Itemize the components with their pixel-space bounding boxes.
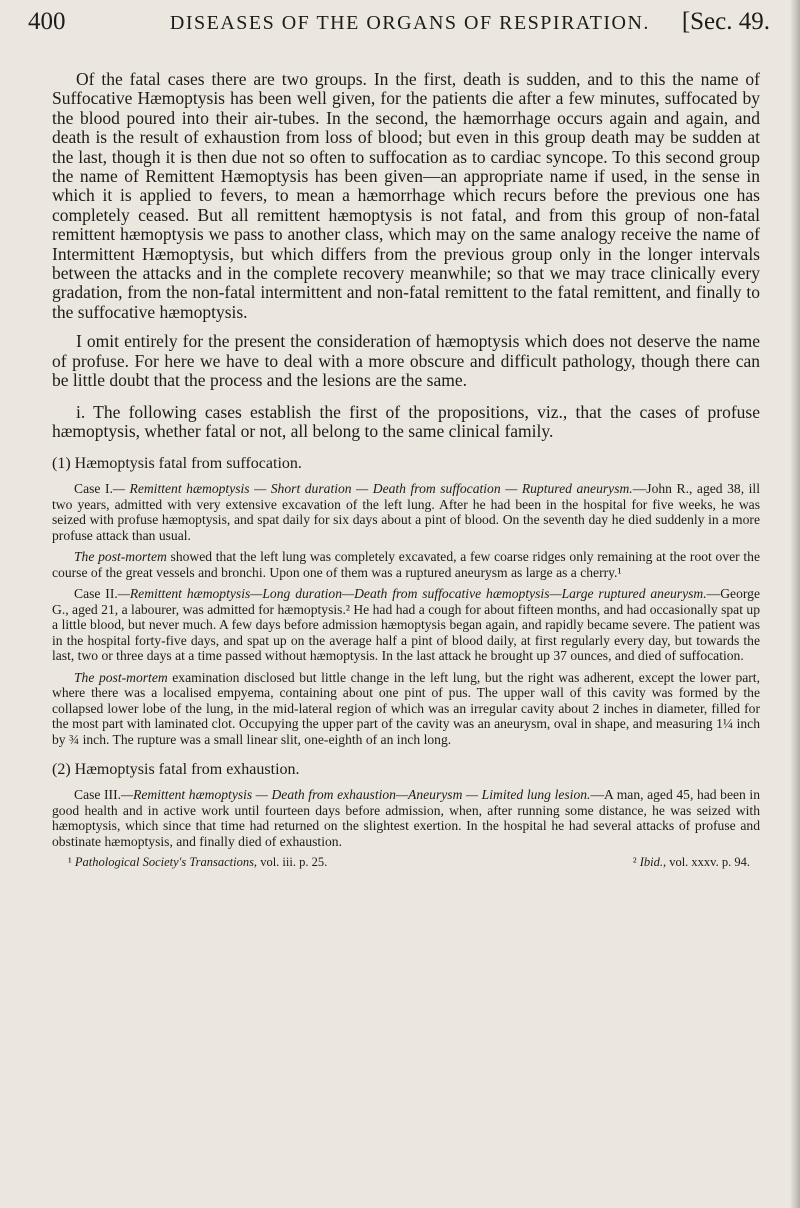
section-heading-suffocation: (1) Hæmoptysis fatal from suffocation.	[52, 455, 302, 473]
page-header	[28, 8, 770, 48]
case-1-title: — Remittent hæmoptysis — Short duration — Death from suffocation — Ruptured aneurysm.	[112, 481, 633, 497]
case-1-label: Case I.	[74, 481, 113, 497]
footnote-2-ref: vol. xxxv. p. 94.	[666, 855, 750, 870]
footnote-1-mark: ¹	[68, 855, 72, 870]
case-1-pm-term: The post-mortem	[74, 549, 167, 565]
case-1-postmortem	[52, 549, 760, 580]
case-2-paragraph	[52, 586, 760, 664]
case-2-pm-term: The post-mortem	[74, 669, 168, 685]
page-edge-shadow	[790, 0, 800, 1208]
running-head: DISEASES OF THE ORGANS OF RESPIRATION.	[169, 12, 650, 34]
intro-paragraph-omit: I omit entirely for the present the consideration of hæmoptysis which does not deserve the name of profuse. For here we have to deal with a more obscure and difficult pathology, though there can be little doubt that the process and the lesions are the same.	[52, 331, 760, 391]
case-2-pm-text: examination disclosed but little change in the left lung, but the right was adherent, except the lower part, where there was a localised empyema, containing about one pint of pus. The upper wall of this cavity was formed by the collapsed lower lobe of the lung, in the mid-lateral region of which was an irregular cavity about 2 inches in diameter, filled for the most part with laminated clot. Occupying the upper part of the cavity was an aneurysm, oval in shape, and measuring 1¼ inch by ¾ inch. The rupture was a small linear slit, one-eighth of an inch long.	[52, 669, 760, 747]
footnote-2-source: Ibid.,	[639, 855, 667, 870]
case-3-title: —Remittent hæmoptysis — Death from exhaustion—Aneurysm — Limited lung lesion.	[121, 787, 591, 803]
page-number: 400	[28, 8, 66, 35]
footnotes	[52, 855, 760, 870]
intro-paragraph-propositions: i. The following cases establish the first of the propositions, viz., that the cases of profuse hæmoptysis, whether fatal or not, all belong to the same clinical family.	[52, 401, 760, 441]
footnote-1	[68, 855, 327, 870]
footnote-1-source: Pathological Society's Transactions,	[74, 855, 258, 870]
case-1-text: —John R., aged 38, ill two years, admitted with very extensive excavation of the left lung. After he had been in the hospital for five weeks, he was seized with profuse hæmoptysis, and spat daily for six days about a pint of blood. On the seventh day he died suddenly in a more profuse attack than usual.	[52, 481, 760, 543]
case-3-label: Case III.	[74, 787, 121, 803]
footnote-2-mark: ²	[632, 855, 637, 870]
case-2-label: Case II.	[74, 586, 118, 602]
footnote-2	[633, 855, 750, 870]
section-reference: [Sec. 49.	[681, 8, 770, 35]
case-2-title: —Remittent hæmoptysis—Long duration—Death from suffocative hæmoptysis—Large ruptured aneurysm.	[117, 586, 707, 602]
case-2-postmortem	[52, 670, 760, 748]
case-3-paragraph	[52, 787, 760, 849]
page-body	[52, 70, 760, 870]
case-1-paragraph	[52, 481, 760, 543]
case-3-text: —A man, aged 45, had been in good health and in active work until fourteen days before admission, when, after running some distance, he was seized with hæmoptysis, which since that time had returned on the slightest exertion. In the hospital he had several attacks of profuse and obstinate hæmoptysis, and finally died of exhaustion.	[52, 787, 760, 849]
intro-paragraph-groups: Of the fatal cases there are two groups. In the first, death is sudden, and to this the name of Suffocative Hæmoptysis has been well given, for the patients die after a few minutes, suffocated by the blood poured into their air-tubes. In the second, the hæmorrhage occurs again and again, and death is the result of exhaustion from loss of blood; but even in this group death may be sudden at the last, though it is then due not so often to suffocation as to cardiac syncope. To this second group the name of Remittent Hæmoptysis has been given—an appropriate name if used, in the sense in which it is applied to fevers, to mean a hæmorrhage which recurs before the previous one has completely ceased. But all remittent hæmoptysis is not fatal, and from this group of non-fatal remittent hæmoptysis we pass to another class, which may on the same analogy receive the name of Intermittent Hæmoptysis, but which differs from the previous group only in the longer intervals between the attacks and in the complete recovery meanwhile; so that we may trace clinically every gradation, from the non-fatal intermittent and non-fatal remittent to the fatal remittent, and finally to the suffocative hæmoptysis.	[52, 69, 760, 322]
section-heading-exhaustion: (2) Hæmoptysis fatal from exhaustion.	[52, 761, 300, 779]
case-2-text: —George G., aged 21, a labourer, was admitted for hæmoptysis.² He had had a cough for about fifteen months, and had occasionally spat up a little blood, but never much. A few days before admission hæmoptysis began again, and rapidly became severe. The patient was in the hospital forty-five days, and spat up on the average half a pint of blood daily, at first regularly every day, but towards the last, two or three days at a time passed without hæmoptysis. In the last attack he brought up 37 ounces, and died of suffocation.	[52, 586, 760, 664]
footnote-1-ref: vol. iii. p. 25.	[257, 855, 328, 870]
case-1-pm-text: showed that the left lung was completely excavated, a few coarse ridges only remaining at the root over the course of the great vessels and bronchi. Upon one of them was a ruptured aneurysm as large as a cherry.¹	[52, 549, 760, 580]
